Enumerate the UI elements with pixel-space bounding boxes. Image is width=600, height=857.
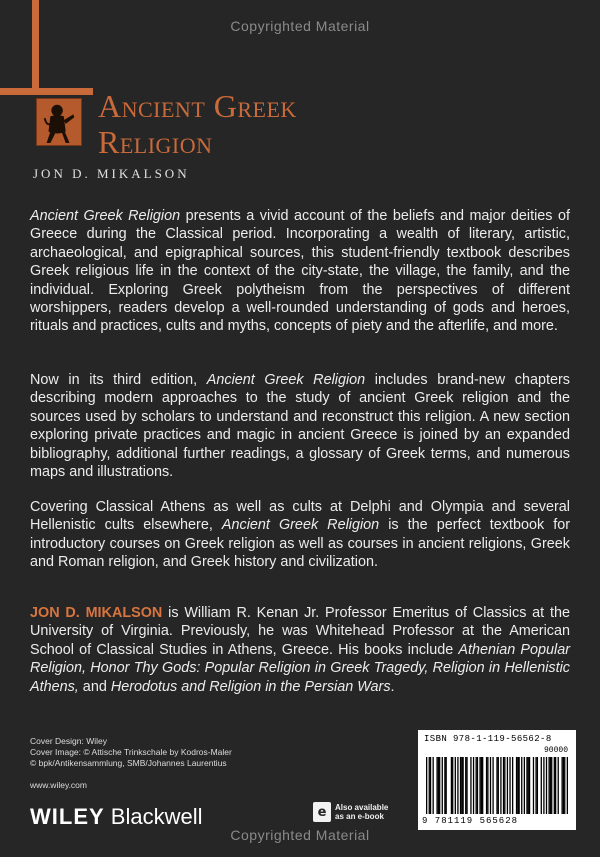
barcode-bar bbox=[479, 757, 480, 814]
barcode-bar bbox=[470, 757, 471, 814]
paragraph-text: is the perfect textbook for introductory courses on Greek religion as well as courses in ancient religions, Greek and Roman religion, and Greek history and civilization. bbox=[30, 517, 570, 571]
barcode-bar bbox=[507, 757, 508, 814]
accent-vertical-line bbox=[32, 0, 39, 93]
barcode-bar bbox=[490, 757, 491, 814]
title-line-1: Ancient Greek bbox=[98, 88, 297, 124]
barcode-bar bbox=[567, 757, 568, 814]
barcode-bar bbox=[526, 757, 527, 814]
barcode-bar bbox=[558, 757, 559, 814]
description-paragraph-3 bbox=[30, 498, 570, 572]
credit-image: Cover Image: © Attische Trinkschale by Kodros-Maler bbox=[30, 747, 232, 757]
barcode-bar bbox=[442, 757, 443, 814]
publisher-url[interactable]: www.wiley.com bbox=[30, 780, 87, 790]
barcode-bar bbox=[516, 757, 517, 814]
bio-book-title: Herodotus and Religion in the Persian Wars bbox=[110, 678, 391, 695]
barcode-bar bbox=[500, 757, 501, 814]
credit-design: Cover Design: Wiley bbox=[30, 736, 107, 746]
barcode-bar bbox=[561, 757, 562, 814]
accent-horizontal-line bbox=[0, 88, 93, 95]
ebook-notice bbox=[313, 802, 395, 822]
barcode-bar bbox=[466, 757, 467, 814]
barcode-bar bbox=[460, 757, 461, 814]
barcode-bar bbox=[473, 757, 474, 814]
barcode-bar bbox=[521, 757, 522, 814]
barcode-bar bbox=[439, 757, 440, 814]
barcode-bar bbox=[465, 757, 466, 814]
watermark-bottom: Copyrighted Material bbox=[230, 827, 370, 843]
barcode-bar bbox=[529, 757, 530, 814]
barcode-bar bbox=[563, 757, 564, 814]
barcode-bar bbox=[503, 757, 504, 814]
barcode-bar bbox=[477, 757, 478, 814]
book-title-italic: Ancient Greek Religion bbox=[30, 208, 181, 224]
vase-figure-icon bbox=[37, 99, 81, 145]
paragraph-text: presents a vivid account of the beliefs and major deities of Greece during the Classical period. Incorporating a wealth of literary, artistic, archaeological, and epigraphical sources, this student-friendly textbook describes Greek religious life in the context of the city-state, the village, the family, and the individual. Exploring Greek polytheism from the perspectives of different worshippers, readers develop a well-rounded understanding of gods and heroes, rituals and practices, cults and myths, concepts of piety and the afterlife, and more. bbox=[30, 208, 570, 335]
wiley-wordmark: WILEY bbox=[30, 804, 105, 829]
barcode-bars bbox=[426, 757, 568, 814]
paragraph-text: includes brand-new chapters describing modern approaches to the study of ancient Greek religion and the sources used by scholars to understand and reconstruct this religion. A new section exploring private practices and magic in ancient Greece is joined by an expanded bibliography, additional further readings, a glossary of Greek terms, and numerous maps and illustrations. bbox=[30, 372, 570, 481]
barcode-bar bbox=[541, 757, 542, 814]
barcode-bar bbox=[446, 757, 447, 814]
barcode-bar bbox=[548, 757, 549, 814]
barcode-bar bbox=[461, 757, 462, 814]
book-title-italic: Ancient Greek Religion bbox=[206, 372, 366, 388]
barcode-bar bbox=[524, 757, 525, 814]
barcode-bar bbox=[528, 757, 529, 814]
barcode-bar bbox=[546, 757, 547, 814]
bio-text: . bbox=[390, 678, 395, 695]
author-bio bbox=[30, 604, 570, 696]
description-paragraph-2 bbox=[30, 371, 570, 481]
barcode-bar bbox=[512, 757, 513, 814]
barcode-bar bbox=[550, 757, 551, 814]
barcode-bar bbox=[455, 757, 456, 814]
book-title bbox=[98, 88, 297, 160]
barcode-digits: 9 781119 565628 bbox=[422, 816, 519, 826]
barcode-bar bbox=[482, 757, 483, 814]
credit-rights: © bpk/Antikensammlung, SMB/Johannes Laurentius bbox=[30, 758, 227, 768]
barcode-bar bbox=[481, 757, 482, 814]
book-title-italic: Ancient Greek Religion bbox=[221, 517, 380, 534]
title-line-2: Religion bbox=[98, 124, 213, 160]
barcode-bar bbox=[436, 757, 437, 814]
barcode-bar bbox=[543, 757, 544, 814]
isbn-label: ISBN 978-1-119-56562-8 bbox=[424, 734, 552, 744]
barcode-bar bbox=[457, 757, 458, 814]
barcode-bar bbox=[535, 757, 536, 814]
description-paragraph-1 bbox=[30, 207, 570, 336]
barcode-bar bbox=[487, 757, 488, 814]
price-addon-code: 90000 bbox=[543, 746, 568, 755]
barcode-bar bbox=[517, 757, 518, 814]
barcode-bar bbox=[551, 757, 552, 814]
barcode-bar bbox=[444, 757, 445, 814]
bio-author-name: JON D. MIKALSON bbox=[30, 605, 163, 621]
ebook-icon: e bbox=[313, 802, 331, 822]
barcode-bar bbox=[430, 757, 431, 814]
paragraph-text: Covering Classical Athens as well as cults at Delphi and Olympia and several Hellenistic cults elsewhere, bbox=[30, 499, 570, 534]
barcode-bar bbox=[486, 757, 487, 814]
barcode-bar bbox=[554, 757, 555, 814]
cover-credits bbox=[30, 736, 232, 769]
barcode-bar bbox=[426, 757, 427, 814]
barcode-bar bbox=[438, 757, 439, 814]
bio-book-list: Athenian Popular Religion, Honor Thy Gods: Popular Religion in Greek Tragedy, Religion in Hellenistic Athens, bbox=[30, 641, 570, 695]
barcode-bar bbox=[518, 757, 519, 814]
barcode-bar bbox=[564, 757, 565, 814]
barcode-bar bbox=[533, 757, 534, 814]
barcode-bar bbox=[451, 757, 452, 814]
bio-text: and bbox=[78, 678, 111, 695]
barcode-bar bbox=[492, 757, 493, 814]
barcode-bar bbox=[537, 757, 538, 814]
vase-painting-thumbnail bbox=[36, 98, 82, 146]
barcode-bar bbox=[433, 757, 434, 814]
barcode-bar bbox=[496, 757, 497, 814]
watermark-top: Copyrighted Material bbox=[230, 18, 370, 34]
barcode-bar bbox=[476, 757, 477, 814]
barcode-bar bbox=[429, 757, 430, 814]
barcode-bar bbox=[509, 757, 510, 814]
barcode-bar bbox=[498, 757, 499, 814]
barcode-bar bbox=[462, 757, 463, 814]
ebook-text: Also available as an e-book bbox=[335, 803, 389, 821]
barcode-panel bbox=[418, 730, 576, 830]
author-name: JON D. MIKALSON bbox=[33, 166, 190, 181]
barcode-bar bbox=[504, 757, 505, 814]
barcode-bar bbox=[555, 757, 556, 814]
barcode-bar bbox=[452, 757, 453, 814]
imprint-wordmark: Blackwell bbox=[110, 804, 203, 829]
paragraph-text: Now in its third edition, bbox=[30, 372, 207, 388]
bio-text: is William R. Kenan Jr. Professor Emeritus of Classics at the University of Virginia. Previously, he was Whitehead Professor at the American School of Classical Studies in Athens, Greece. His books include bbox=[30, 605, 570, 658]
